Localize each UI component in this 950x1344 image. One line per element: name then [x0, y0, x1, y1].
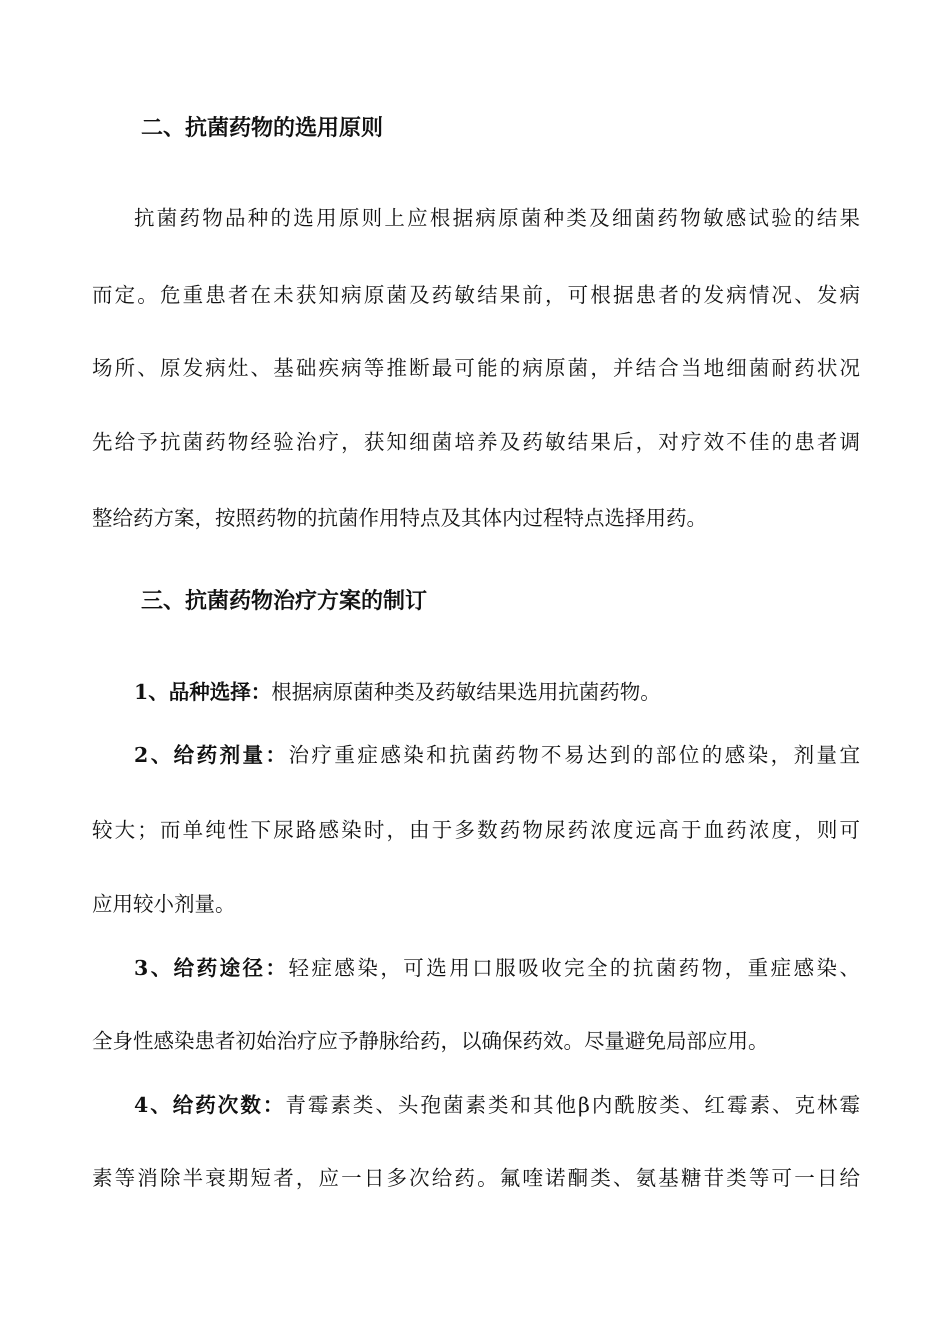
item-label: 3、给药途径：: [134, 956, 289, 980]
paragraph-line: 场所、原发病灶、基础疾病等推断最可能的病原菌，并结合当地细菌耐药状况: [92, 356, 860, 380]
paragraph-line: 整给药方案，按照药物的抗菌作用特点及其体内过程特点选择用药。: [92, 506, 707, 530]
paragraph-line: 全身性感染患者初始治疗应予静脉给药，以确保药效。尽量避免局部应用。: [92, 1029, 769, 1053]
item-label: 4、给药次数：: [134, 1093, 286, 1117]
paragraph-line: 较大；而单纯性下尿路感染时，由于多数药物尿药浓度远高于血药浓度，则可: [92, 818, 860, 842]
paragraph-line: 素等消除半衰期短者，应一日多次给药。氟喹诺酮类、氨基糖苷类等可一日给: [92, 1166, 860, 1190]
item-label: 1、品种选择：: [134, 680, 272, 704]
item-text: 青霉素类、头孢菌素类和其他β内酰胺类、红霉素、克林霉: [285, 1093, 861, 1117]
list-item-frequency: [134, 1090, 860, 1120]
item-label: 2、给药剂量：: [134, 743, 289, 767]
item-text: 治疗重症感染和抗菌药物不易达到的部位的感染，剂量宜: [288, 743, 861, 767]
section-heading-treatment-plan: 三、抗菌药物治疗方案的制订: [141, 588, 428, 614]
paragraph-line: 而定。危重患者在未获知病原菌及药敏结果前，可根据患者的发病情况、发病: [92, 283, 860, 307]
list-item-variety-selection: [134, 677, 860, 707]
list-item-route: [134, 953, 860, 983]
paragraph-line: 抗菌药物品种的选用原则上应根据病原菌种类及细菌药物敏感试验的结果: [134, 206, 860, 230]
paragraph-line: 应用较小剂量。: [92, 892, 236, 916]
item-text: 根据病原菌种类及药敏结果选用抗菌药物。: [271, 680, 661, 704]
list-item-dosage: [134, 740, 860, 770]
item-text: 轻症感染，可选用口服吸收完全的抗菌药物，重症感染、: [288, 956, 861, 980]
paragraph-line: 先给予抗菌药物经验治疗，获知细菌培养及药敏结果后，对疗效不佳的患者调: [92, 430, 860, 454]
section-heading-selection-principles: 二、抗菌药物的选用原则: [141, 115, 384, 141]
